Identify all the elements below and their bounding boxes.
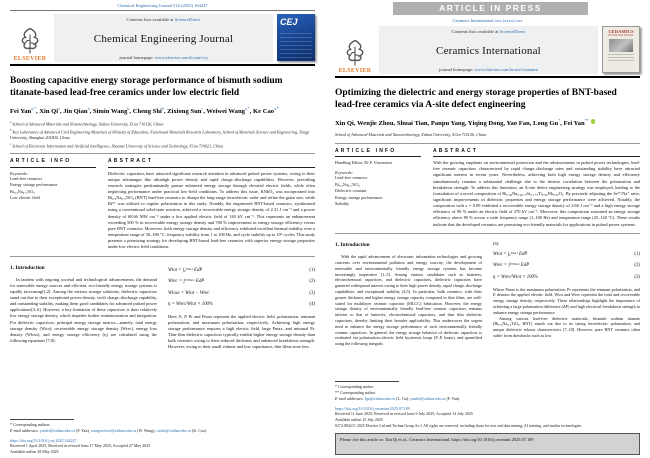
keyword-item: Energy storage performance <box>335 194 383 200</box>
abstract-heading: ABSTRACT <box>108 158 154 165</box>
keyword-item: Low electric field <box>10 195 40 201</box>
article-info-heading: ARTICLE INFO <box>10 158 72 165</box>
ceramics-cover-texture <box>608 53 634 61</box>
elsevier-wordmark: ELSEVIER <box>338 68 372 74</box>
section-heading: 1. Introduction <box>10 264 45 271</box>
please-cite-box: Please cite this article as: Xin Qi et al., Ceramics International, https://doi.org/10.1016/j.ceramint.2025.07.189 <box>335 433 640 455</box>
equation-row: Wrec = ∫ᴾʳᴾᵐᵃˣ EdP (2) <box>493 263 640 269</box>
right-journal-header <box>335 26 640 74</box>
cej-cover-texture <box>280 30 312 58</box>
email-link[interactable]: yanfei@xidian.edu.cn <box>410 396 446 402</box>
right-page-footer <box>335 378 640 455</box>
equation-row: η = Wrec/Wtot × 100% (4) <box>168 302 315 308</box>
keyword-item: Stability <box>335 201 350 207</box>
left-body-columns <box>10 263 315 351</box>
email-link[interactable]: wangweiwei@xidian.edu.cn <box>90 428 137 434</box>
left-article-title: Boosting capacitive energy storage performance of bismuth sodium titanate-based lead-free ceramics under low electric field <box>10 76 283 99</box>
left-abstract-text: Dielectric capacitors have attracted significant research attention in advanced pulsed power systems, owing to their unique advantages like ultrahigh power density and rapid charge–discharge capabilities. However, prevailing research strategies predominantly pursue enhanced energy storage through elevated electric fields, while often neglecting performance under practical low-field conditions. To address this issue, KNbO₃ was incorporated into Bi₀.₅Na₀.₅TiO₃ (BNT) lead-free ceramics to disrupt the long-range ferroelectric order and refine the grain size, while Bi³⁺ was utilized to regular polarization in this study. Notably, the engineered BNT-based ceramics, synthesized using a conventional solid-state reaction, achieved a recoverable energy storage density of 2.31 J cm⁻³ and a power density of 68.66 MW cm⁻³ under a low applied electric field of 140 kV cm⁻¹. This represents an enhancement exceeding 500 % in recoverable energy storage density and 700 % improvement in energy storage efficiency versus pure BNT ceramics. Moreover, both energy storage density and efficiency exhibited excellent thermal stability over a temperature range of 30–180 °C, frequency stability from 1 to 100 Hz, and cycle stability up to 10⁵ cycles. This study presents a promising strategy for developing BNT-based lead-free ceramics with superior energy storage properties under low electric field conditions. <box>108 170 315 250</box>
keyword-item: Lead-free ceramics <box>10 175 43 181</box>
keywords-label: Keywords: <box>335 170 353 176</box>
divider <box>433 156 640 157</box>
intro-paragraph: In tandem with ongoing societal and technological advancements, the demand for renewable energy sources and efficient, eco-friendly energy storage systems is rapidly increasing[1,2]. Among the various storage solutions, dielectric capacitors stand out due to their exceptional power density, swift charge–discharge capability, and outstanding stability, making them good candidates for advanced pulsed power applications[3–6]. However, a key limitation of these capacitors is their relatively low energy storage density, which impedes further miniaturization and integration. For dielectric capacitors, principal energy storage metrics—namely, total energy storage density (Wtot), recoverable energy storage density (Wrec), energy loss density (Wloss), and energy storage efficiency (η) are calculated using the following equations [7,8]: <box>10 277 157 343</box>
elsevier-tree-icon <box>342 38 368 68</box>
copyright-line: 0272-8842/© 2025 Elsevier Ltd and Techna Group S.r.l. All rights are reserved, including those for text and data mining, AI training, and similar technologies. <box>335 424 583 428</box>
email-link[interactable]: yanfei@xidian.edu.cn <box>39 428 76 434</box>
right-info-abstract-section <box>335 148 640 228</box>
right-intro-column <box>335 240 482 347</box>
divider <box>108 167 315 168</box>
right-journal-name: Ceramics International <box>436 44 541 57</box>
keywords-label: Keywords: <box>10 170 28 176</box>
header-rule <box>335 76 640 78</box>
keyword-item: Energy storage performance <box>10 182 58 188</box>
right-journal-citation[interactable]: Ceramics International xxx (xxxx) xxx <box>452 18 523 23</box>
left-journal-banner <box>54 14 273 62</box>
right-journal-banner <box>379 26 598 74</box>
equation-row: Wtot = ∫₀ᴾᵐᵃˣ EdP (1) <box>493 251 640 257</box>
homepage-line: journal homepage: www.elsevier.com/locate/ceramint <box>439 67 538 72</box>
header-rule <box>10 64 315 66</box>
corresponding-note-2: ** Corresponding author. <box>335 390 376 396</box>
affiliation-item: $^c$ School of Electronic Information and Artificial Intelligence, Shaanxi University of Science and Technology, Xi'an 710021, China <box>10 141 224 148</box>
keyword-item: Dielectric constant <box>335 188 367 194</box>
divider <box>10 153 315 154</box>
left-affiliations <box>10 120 315 149</box>
body-paragraph: Here, E, P, Pr and Pmax represent the applied electric field, polarization, remnant polarization, and maximum polarization, respectively. Achieving high energy storage performance requires a high electric field, large Pmax, and minimal Pr. Thin-film dielectric capacitors typically exhibit higher energy storage density than bulk ceramics owing to their reduced thickness and enhanced breakdown strength. However, owing to their small volume and low capacitance, thin films store less <box>168 314 315 350</box>
intro-paragraph: With the rapid advancement of electronic information technologies and growing concerns over environmental pollution and energy scarcity, the development of renewable and environmentally friendly energy storage systems has become increasingly imperative [1–3]. Among various candidates such as batteries, electrochemical capacitors, and dielectric capacitors, dielectric capacitors have garnered widespread interest owing to their high power density, rapid charge–discharge capabilities, and exceptional stability [4,5]. In particular, bulk ceramics, with their greater thickness and higher energy storage capacity compared to thin films, are well-suited for multilayer ceramic capacitor (MLCC) fabrication. However, the energy storage density of environmentally friendly lead-free ceramic capacitors remains inferior to that of batteries, electrochemical capacitors, and thin film dielectric capacitors, thereby limiting their broader applicability. This underscores the urgent need to enhance the energy storage performance of such environmentally friendly ceramic capacitors. In general, the energy storage behavior of dielectric capacitors is evaluated via polarization–electric field hysteresis loops (P–E loops), and quantified using the following integrals <box>335 254 482 347</box>
elsevier-tree-icon <box>17 26 43 56</box>
affiliation-item: $^b$ Key Laboratory of Advanced Civil Engineering Materials of Ministry of Education, Functional Materials Research Laboratory, School of Materials Science and Engineering, Tongji University, Shanghai 201804, China <box>10 127 310 141</box>
ceramics-cover-image <box>609 39 633 52</box>
equation-row: Wtot = ∫₀ᴾᵐᵃˣ EdP (1) <box>168 267 315 273</box>
contents-line: Contents lists available at ScienceDirect <box>126 17 201 22</box>
article-in-press-banner: ARTICLE IN PRESS <box>393 2 588 15</box>
left-article-info <box>10 158 96 251</box>
right-affiliations <box>335 132 640 138</box>
sciencedirect-link[interactable]: ScienceDirect <box>174 17 201 22</box>
left-journal-header <box>10 14 315 62</box>
left-homepage-link[interactable]: www.elsevier.com/locate/cej <box>154 55 208 60</box>
equation-row: Wloss = Wtot − Wrec (3) <box>168 290 315 296</box>
body-paragraph: Where Pmax is the maximum polarization, Pr represents the remnant polarization, and E denotes the applied electric field. Wtot and Wrec represent the total and recoverable energy storage density, respectively. These relationships highlight the importance of achieving a large polarization difference (ΔP) and high electrical breakdown strength to enhance energy storage performance. <box>493 286 640 315</box>
article-info-heading: ARTICLE INFO <box>335 147 397 154</box>
ceramics-cover-title: CERAMICS <box>608 29 634 34</box>
divider <box>10 167 96 168</box>
keyword-item: Bi₀.₅Na₀.₅TiO₃ <box>10 188 35 194</box>
ceramics-cover-thumbnail <box>602 26 640 73</box>
affiliation-item: School of Advanced Materials and Nanotechnology, Xidian University, Xi'an 710126, China <box>335 132 487 138</box>
ceramics-cover-subtitle: INTERNATIONAL <box>607 34 635 37</box>
left-page-footer <box>10 416 315 455</box>
elsevier-wordmark: ELSEVIER <box>13 56 47 62</box>
cej-cover-thumbnail <box>277 14 315 61</box>
elsevier-logo <box>335 26 375 74</box>
available-online: Available online 28 May 2025 <box>10 448 59 454</box>
keyword-item: Bi₀.₅Na₀.₅TiO₃ <box>335 181 360 187</box>
doi-link[interactable]: https://doi.org/10.1016/j.cej.2025.164247 <box>10 437 77 443</box>
footnote-separator <box>10 419 74 420</box>
elsevier-logo <box>10 14 50 62</box>
email-link[interactable]: lgu@xidian.edu.cn <box>364 396 396 402</box>
sciencedirect-link[interactable]: ScienceDirect <box>499 29 526 34</box>
handling-editor-line: Handling Editor: Dr P. Vincenzini <box>335 160 392 166</box>
available-online: Available online 15 July 2025 <box>335 416 383 422</box>
divider <box>335 233 640 234</box>
left-journal-citation[interactable]: Chemical Engineering Journal 516 (2025) 164247 <box>117 3 208 8</box>
divider <box>335 143 640 144</box>
reference-lead: [6]: <box>493 240 500 246</box>
homepage-line: journal homepage: www.elsevier.com/locate/cej <box>119 55 208 60</box>
divider <box>335 156 421 157</box>
doi-link[interactable]: https://doi.org/10.1016/j.ceramint.2025.07.189 <box>335 405 410 411</box>
body-paragraph: Among various lead-free dielectric materials, bismuth sodium titanate (Bi₀.₅Na₀.₅TiO₃, BNT) stands out due to its strong ferroelectric polarization, and unique dielectric relaxor characteristics [7–10]. However, pure BNT ceramics often suffer from drawbacks such as low <box>493 315 640 339</box>
contents-line: Contents lists available at ScienceDirect <box>451 29 526 34</box>
right-body-columns <box>335 240 640 347</box>
email-line: E-mail addresses: yanfei@xidian.edu.cn (F. Yan), wangweiwei@xidian.edu.cn (W. Wang), caoke@xidian.edu.cn (K. Cao). <box>10 428 208 434</box>
right-article-info <box>335 148 421 228</box>
right-abstract-text: With the growing emphasis on environmental protection and the advancements in pulsed power technologies, lead-free ceramic capacitors characterized by rapid charge–discharge rates and outstanding stability have attracted significant interest in recent years. Nevertheless, achieving both high energy storage density and efficiency simultaneously remains a substantial challenge due to the inverse correlation between the polarization and breakdown strength. To address this limitation, an A-site defect engineering strategy was employed, leading to the formulation of a novel composition of Bi₀.₄₈Na₀.₄₈₋ₓSr₀.₁₊ₓTi₀.₉₈Nb₀.₀₂O₃. By precisely adjusting the Sr²⁺/Na⁺ ratio, significant improvements in dielectric properties and energy storage performance were achieved. Notably, the composition with x = 0.09 exhibited a recoverable energy storage density of 2.66 J cm⁻³ and a high energy storage efficiency of 90 % under an electric field of 270 kV cm⁻¹. Moreover, this composition sustained an energy storage efficiency above 80 % across a wide frequency range (1–100 Hz) and temperature range (25–120 °C). These results indicate that the developed ceramics are promising eco-friendly materials for applications in pulsed power systems. <box>433 160 640 227</box>
left-equations-column <box>168 263 315 351</box>
right-abstract-block <box>433 148 640 228</box>
divider <box>10 10 315 11</box>
cej-cover-label: CEJ <box>280 17 298 27</box>
left-intro-column <box>10 263 157 351</box>
corresponding-note: * Corresponding authors. <box>10 422 51 428</box>
abstract-heading: ABSTRACT <box>433 147 479 154</box>
equation-row: η = Wrec/Wtot × 100% (3) <box>493 275 640 281</box>
divider <box>10 256 315 257</box>
footnote-separator <box>335 381 399 382</box>
equation-row: Wrec = ∫ᴾʳᴾᵐᵃˣ EdP (2) <box>168 279 315 285</box>
email-link[interactable]: caoke@xidian.edu.cn <box>156 428 192 434</box>
left-journal-name: Chemical Engineering Journal <box>93 32 234 45</box>
corresponding-note: * Corresponding author. <box>335 384 374 390</box>
section-heading: 1. Introduction <box>335 241 370 248</box>
right-article-title: Optimizing the dielectric and energy storage properties of BNT-based lead-free ceramics via A-site defect engineering <box>335 88 617 111</box>
right-equations-column <box>493 240 640 347</box>
left-info-abstract-section <box>10 158 315 251</box>
right-authors-line: Xin Qi, Wenjie Zhou, Shuai Tian, Panpu Yang, Yiqing Dong, Yao Fan, Long Gu*, Fei Yan** <box>335 118 640 129</box>
orcid-icon[interactable] <box>591 119 596 124</box>
left-authors-line: Fei Yan$^{a,*}$, Xin Qi$^a$, Jin Qian$^b$, Simin Wang$^b$, Cheng Shi$^b$, Zixiong Sun$^c$, Weiwei Wang$^{a,*}$, Ke Cao$^{a,*}$ <box>10 106 279 116</box>
email-line: E-mail addresses: lgu@xidian.edu.cn (L. Gu), yanfei@xidian.edu.cn (F. Yan). <box>335 396 461 402</box>
affiliation-item: $^a$ School of Advanced Materials and Nanotechnology, Xidian University, Xi'an 710126, China <box>10 120 164 127</box>
right-homepage-link[interactable]: www.elsevier.com/locate/ceramint <box>474 67 538 72</box>
received-dates: Received 1 April 2025; Received in revised form 17 May 2025; Accepted 27 May 2025 <box>10 442 151 448</box>
right-paper-page <box>325 0 650 458</box>
keyword-item: Lead-free ceramics <box>335 175 368 181</box>
left-abstract-block <box>108 158 315 251</box>
received-dates: Received 11 June 2025; Received in revised form 9 July 2025; Accepted 14 July 2025 <box>335 410 473 416</box>
